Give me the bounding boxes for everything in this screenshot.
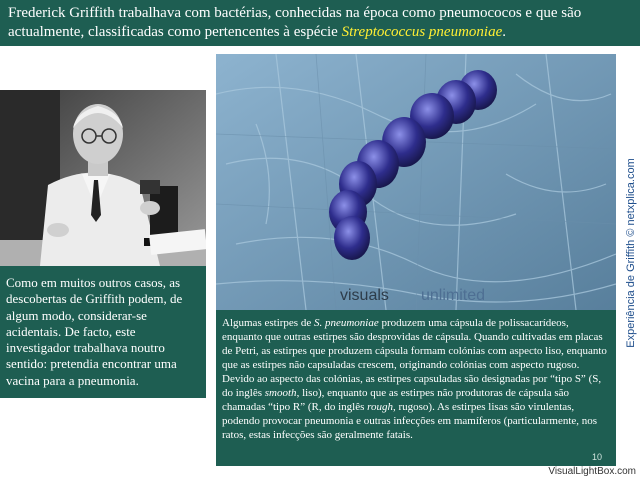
caption-part-5: , liso), enquanto que as estirpes não produtoras de cápsula são chamadas “tipo R” (R, do inglês <box>222 387 570 413</box>
bacteria-micrograph <box>216 54 616 310</box>
watermark-visuals: visuals <box>340 287 389 304</box>
caption-part-1: Algumas estirpes de <box>222 317 314 329</box>
caption-rough: rough <box>367 401 393 413</box>
credit-vertical <box>620 150 640 355</box>
discovery-note: Como em muitos outros casos, as descobertas de Griffith podem, de algum modo, considerar-se acidentais. De facto, este investigador trabalhava noutro sentido: pretendia encontrar uma vacina para a pneumonia. <box>0 266 206 398</box>
watermark-unlimited: unlimited <box>421 287 486 304</box>
slide-header <box>0 0 640 46</box>
caption-smooth: smooth <box>264 387 297 399</box>
caption-part-3: produzem uma cápsula de polissacarídeos, enquanto que outras estirpes são desprovidas de cápsula. Quando cultivadas em placas de Petri, as estirpes que produzem cápsula formam colónias com aspecto liso, enquanto que as estirpes não capsuladas crescem, originando colónias com aspecto rugoso. Devido ao aspecto das colónias, as estirpes capsuladas são designadas por “tipo S” (S, do inglês <box>222 317 607 399</box>
griffith-portrait <box>0 90 206 266</box>
credit-text: Experiência de Griffith © netxplica.com <box>625 157 637 348</box>
capsule-caption <box>216 310 616 466</box>
header-text: Frederick Griffith trabalhava com bactérias, conhecidas na época como pneumococos e que são actualmente, classificadas como pertencentes à espécie <box>8 5 582 40</box>
caption-part-7: , rugoso). As estirpes lisas são virulentas, podendo provocar pneumonia e outras infecções em mamíferos (particularmente, nos ratos, estas infecções são geralmente fatais. <box>222 401 598 441</box>
species-name: Streptococcus pneumoniae <box>341 24 503 40</box>
header-end: . <box>502 24 506 40</box>
page-number: 10 <box>592 452 603 462</box>
caption-species: S. pneumoniae <box>313 317 379 329</box>
site-watermark: VisualLightBox.com <box>520 466 640 480</box>
